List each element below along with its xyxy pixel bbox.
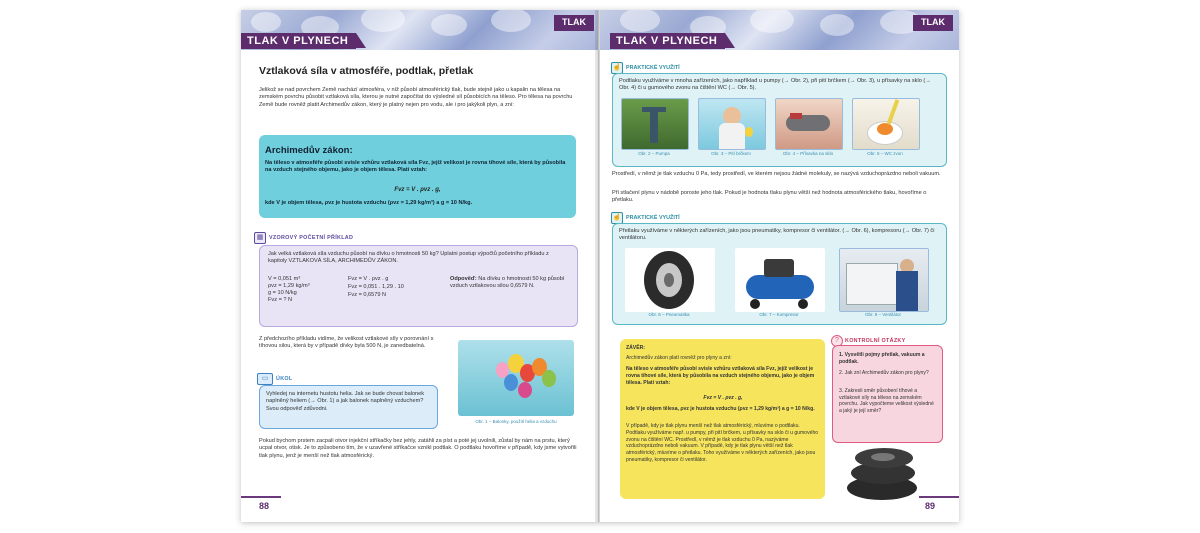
fig1-caption: Obr. 1 – Balonky, použití helia a vzduchu: [475, 419, 557, 424]
task-box: [259, 385, 438, 429]
compressor-photo: [735, 248, 825, 312]
question-2: 2. Jak zní Archimedův zákon pro plyny?: [839, 370, 929, 376]
chapter-tag: TLAK: [913, 15, 953, 31]
question-icon: ?: [831, 335, 843, 347]
open-textbook: [241, 10, 959, 522]
page-header-decoration: [241, 10, 598, 50]
archimedes-law-box: [259, 135, 576, 218]
chapter-tag: TLAK: [554, 15, 594, 31]
archimedes-title: Archimedův zákon:: [265, 145, 353, 156]
chapter-band: TLAK V PLYNECH: [610, 33, 725, 49]
calc-1: Fvz = V . ρvz . g: [348, 276, 389, 282]
caption-obr4: Obr. 4 – Přísavka na sklo: [782, 151, 834, 156]
practical-use-label-1: PRAKTICKÉ VYUŽITÍ: [626, 65, 680, 71]
caption-obr2: Obr. 2 – Pumpa: [638, 151, 670, 156]
toilet-plunger-photo: [852, 98, 920, 150]
caption-obr7: Obr. 7 – Kompresor: [759, 312, 799, 317]
caption-obr8: Obr. 8 – Ventilátor: [864, 312, 902, 317]
example-text: Jak velká vztlaková síla vzduchu působí na dívku o hmotnosti 50 kg? Uplatni postup výpočtů početního příkladu z kapitoly VZTLAKOVÁ SÍLA, ARCHIMEDŮV ZÁKON.: [268, 251, 549, 265]
caption-obr6: Obr. 6 – Pneumatika: [648, 312, 690, 317]
footer-line: [919, 496, 959, 498]
page-number-right: 89: [925, 501, 936, 511]
book-icon: ▭: [257, 373, 273, 385]
kontrolni-label: KONTROLNÍ OTÁZKY: [845, 338, 906, 344]
task-text: Vyhledej na internetu hustotu helia. Jak se bude chovat balonek naplněný heliem (→ Obr. 1) a jak balonek naplněný vzduchem? Svou odpověď zdůvodni.: [266, 391, 425, 412]
bottom-paragraph: Pokud bychom prstem zacpali otvor injekční stříkačky bez jehly, zatáhli za píst a poté jej uvolnili, zůstal by nám na prstu, který ucpal otvor, otisk. Je to způsobeno tím, že v uzavřené stříkačce vznikl podtlak. O podtlaku hovoříme v případě, kdy jsme vytvořili tlak plynu, jenž je menší než tlak atmosférický.: [259, 438, 577, 459]
conclusion-box: [620, 339, 825, 499]
zaver-p2: Na těleso v atmosféře působí svisle vzhůru vztlaková síla Fvz, jejíž velikost je rovna tíhové síle, která by působila na vzduch stejného objemu, jako je objem tělesa. Platí vztah:: [626, 366, 815, 386]
tire-stack-image: [843, 446, 923, 502]
straw-photo: [698, 98, 766, 150]
overpressure-paragraph: Při stlačení plynu v nádobě poroste jeho tlak. Pokud je hodnota tlaku plynu větší než hodnota atmosférického tlaku, hovoříme o přetlaku.: [612, 190, 927, 204]
chapter-band: TLAK V PLYNECH: [241, 33, 356, 49]
calc-2: Fvz = 0,051 . 1,29 . 10: [348, 284, 404, 290]
caption-obr3: Obr. 3 – Pití brčkem: [711, 151, 751, 156]
pump-photo: [621, 98, 689, 150]
pv2-text: Přetlaku využíváme v některých zařízeních, jako jsou pneumatiky, kompresor či ventilátor. (→ Obr. 6), kompresoru (→ Obr. 7) či ventilátoru.: [619, 228, 935, 242]
balloons-photo: [458, 340, 574, 416]
archimedes-text: Na těleso v atmosféře působí svisle vzhůru vztlaková síla Fvz, jejíž velikost je rovna tíhové síle, která by působila na vzduch stejného objemu, jako je objem tělesa. Platí vztah:: [265, 160, 566, 174]
example-box: [259, 245, 578, 327]
page-header-decoration: [600, 10, 959, 50]
calculator-icon: ▦: [254, 232, 266, 244]
zaver-label: ZÁVĚR:: [626, 345, 645, 351]
given-1: V = 0,051 m³: [268, 276, 301, 282]
archimedes-definitions: kde V je objem tělesa, ρvz je hustota vzduchu (ρvz = 1,29 kg/m³) a g = 10 N/kg.: [265, 200, 473, 206]
question-3: 3. Zakresli směr působení tíhové a vztlakové síly na těleso na zemském povrchu. Jak vypočteme velikost výsledné a jaký je její směr?: [839, 388, 934, 414]
hand-icon: ☝: [611, 212, 623, 224]
conclusion-paragraph: Z předchozího příkladu vidíme, že velikost vztlakové síly v porovnání s tíhovou silou, která by v případě dívky byla 500 N, je zanedbatelná.: [259, 336, 434, 350]
practical-use-label-2: PRAKTICKÉ VYUŽITÍ: [626, 215, 680, 221]
zaver-p4: V případě, kdy je tlak plynu menší než tlak atmosférický, mluvíme o podtlaku. Podtlaku využíváme např. u pumpy, při pití brčkem, u přísavky na sklo či u gumového zvonu na čištění WC. Prostředí, v němž je tlak vzduchu 0 Pa, nazýváme vzduchoprázdno neboli vakuum. V případě, kdy je tlak plynu větší než tlak atmosférický, mluvíme o přetlaku. Toho využíváme v některých zařízeních, jako jsou pneumatiky, kompresor či ventilátor.: [626, 423, 819, 463]
ukol-label: ÚKOL: [276, 376, 293, 382]
example-answer: [450, 276, 570, 291]
practical-use-box-1: [612, 73, 947, 167]
question-1: 1. Vysvětli pojmy přetlak, vakuum a podtlak.: [839, 352, 925, 365]
suction-cup-photo: [775, 98, 843, 150]
example-label: VZOROVÝ POČETNÍ PŘÍKLAD: [269, 235, 354, 241]
given-3: g = 10 N/kg: [268, 290, 297, 296]
zaver-formula: Fvz = V . ρvz . g,: [703, 395, 743, 401]
caption-obr5: Obr. 5 – WC zvon: [867, 151, 903, 156]
pv1-text: Podtlaku využíváme v mnoha zařízeních, jako například u pumpy (→ Obr. 2), při pití brčkem (→ Obr. 3), u přísavky na sklo (→ Obr. 4) či u gumového zvonu na čištění WC (→ Obr. 5).: [619, 78, 931, 92]
ventilator-photo: [839, 248, 929, 312]
intro-paragraph: Jelikož se nad povrchem Země nachází atmosféra, v níž působí atmosférický tlak, bude stejně jako u kapalin na tělesa na zemském povrchu působit vztlaková síla, kterou je nutné započítat do výsledné síl působících na těleso. Pro tělesa na povrchu Země bude rovněž platit Archimedův zákon, který je platný nejen pro vodu, ale i pro jakýkoli plyn, a zní:: [259, 87, 573, 108]
zaver-p3: kde V je objem tělesa, ρvz je hustota vzduchu (ρvz = 1,29 kg/m³) a g = 10 N/kg.: [626, 406, 815, 412]
given-4: Fvz = ? N: [268, 297, 293, 303]
archimedes-formula: Fvz = V . ρvz . g,: [394, 187, 441, 193]
given-2: ρvz = 1,29 kg/m³: [268, 283, 310, 289]
footer-line: [241, 496, 281, 498]
zaver-p1: Archimedův zákon platí rovněž pro plyny a zní:: [626, 355, 732, 361]
practical-use-box-2: [612, 223, 947, 325]
section-title: Vztlaková síla v atmosféře, podtlak, přetlak: [259, 65, 474, 77]
control-questions-box: [832, 345, 943, 443]
right-page: [600, 10, 959, 522]
left-page: [241, 10, 599, 522]
vacuum-paragraph: Prostředí, v němž je tlak vzduchu 0 Pa, tedy prostředí, ve kterém nejsou žádné molekuly, se nazývá vzduchoprázdno neboli vakuum.: [612, 171, 941, 177]
hand-icon: ☝: [611, 62, 623, 74]
answer-label: Odpověď:: [450, 276, 477, 282]
tire-photo: [625, 248, 715, 312]
calc-3: Fvz = 0,6579 N: [348, 292, 387, 298]
page-number-left: 88: [259, 501, 270, 511]
answer-text: Na dívku o hmotnosti 50 kg působí vzduch vztlakovou silou 0,6579 N.: [450, 276, 565, 290]
